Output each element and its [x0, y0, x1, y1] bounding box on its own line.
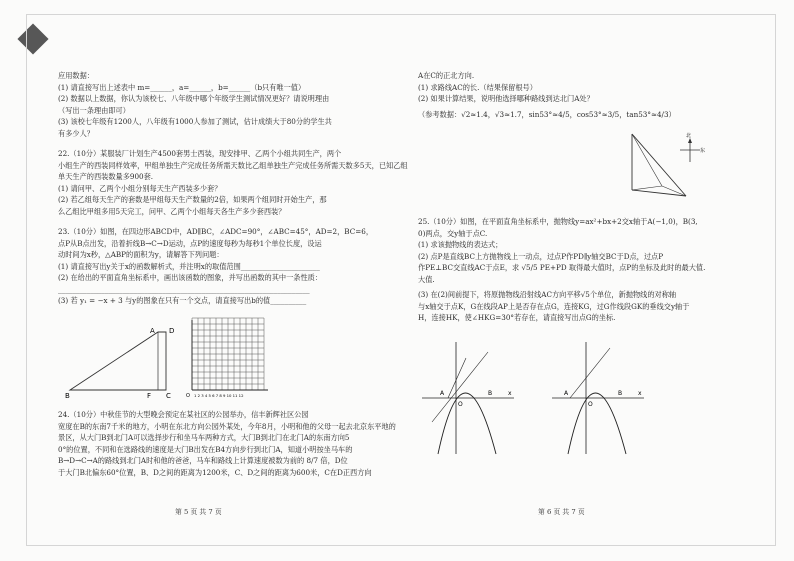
- question-24: 宽度在B的东南7千米的地方，小明在东北方向公园外某处，今年8月，小明和他的父母一起去北京东平地的: [58, 421, 396, 431]
- question-part: 作PE⊥BC交直线AC于点E，求 √5/5 PE+PD 取得最大值时，点P的坐标及此时的最大值.: [418, 263, 706, 272]
- question-24-cont: A在C的正北方向.: [418, 71, 475, 80]
- route-figure: [622, 128, 712, 208]
- vertex-label: F: [147, 392, 152, 400]
- vertex-label: B: [65, 392, 70, 400]
- axis-label: x: [638, 390, 642, 397]
- point-label: O: [588, 401, 593, 408]
- point-label: O: [458, 401, 463, 408]
- left-page-column-lower: [58, 409, 396, 478]
- page-number: 第 5 页 共 7 页: [175, 508, 222, 516]
- question-part: (1) 请直接写出y关于x的函数解析式，并注明x的取值范围______________________: [58, 261, 320, 271]
- parabola-figure-2: [548, 338, 648, 458]
- question-23: 动时间为x秒，△ABP的面积为y，请解答下列问题：: [58, 250, 224, 259]
- question-24: 0°的位置，不同和在选路线的速度是大门B出发在B4方向步行到北门A，知道小明按坐马车的: [58, 444, 353, 454]
- question-22: 22.（10分）某服装厂计划生产4500套男士西装，现安排甲、乙两个小组共同生产，两个: [58, 149, 342, 158]
- question-part: (1) 求该抛物线的表达式；: [418, 240, 503, 249]
- point-label: A: [440, 390, 445, 397]
- question-24: 景区，从大门B到北门A可以选择步行和坐马车两种方式，大门B到北门在北门A的东南方向5: [58, 433, 350, 442]
- question-part: (3) 若 y₁ = −x + 3 与y的图象在只有一个交点，请直接写出b的值__________: [58, 296, 307, 305]
- question-part: (1) 求路线AC的长.（结果保留根号）: [418, 82, 537, 92]
- question-part: (3) 在(2)间前提下，将原抛物线沿射线AC方向平移√5个单位，新抛物线的对称轴: [418, 290, 677, 299]
- point-label: B: [618, 390, 623, 397]
- origin-label: O: [186, 393, 190, 399]
- question-part: ______________________________________________________________________: [58, 284, 310, 294]
- question-23: 23.（10分）如图，在四边形ABCD中，AD∥BC，∠ADC=90°，∠ABC=45°，AD=2，BC=6，: [58, 227, 374, 236]
- page-number: 第 6 页 共 7 页: [538, 508, 585, 516]
- question-part: (2) 若乙组每天生产的套数是甲组每天生产数量的2倍，如果两个组同时开始生产，那: [58, 195, 327, 204]
- question-part: (2) 数据以上数据，你认为该校七、八年级中哪个年级学生测试情况更好？请说明理由: [58, 94, 330, 103]
- question-22: 单天生产的西装数量多900套.: [58, 172, 154, 181]
- question-part: (2) 在给出的平面直角坐标系中，画出该函数的图象，并写出函数的其中一条性质：: [58, 273, 323, 282]
- compass-north-label: 北: [686, 133, 692, 139]
- vertex-label: C: [166, 392, 171, 400]
- parabola-figure-1: [418, 338, 518, 458]
- question-23: 点P从B点出发，沿着折线B→C→D运动，点P的速度每秒为每秒1个单位长度，设运: [58, 238, 322, 248]
- vertex-label: A: [150, 327, 155, 335]
- right-page-column-q25: [418, 216, 748, 324]
- point-label: A: [564, 390, 569, 397]
- question-24: 于大门B北偏东60°位置，B、D之间的距离为1200米，C、D之间的距离为600米，C在D正西方向: [58, 467, 372, 477]
- question-part: 大值.: [418, 274, 435, 284]
- coordinate-grid: [186, 316, 270, 400]
- axis-tick-labels: 1 2 3 4 5 6 7 8 9 10 11 12: [194, 393, 244, 398]
- vertex-label: D: [169, 327, 175, 335]
- question-part: 有多少人？: [58, 128, 94, 138]
- axis-label: x: [508, 390, 512, 397]
- question-part: 么乙组比甲组多用5天完工，问甲、乙两个小组每天各生产多少套西装？: [58, 206, 286, 216]
- section-header: 应用数据：: [58, 71, 94, 80]
- question-part: (1) 请直接写出上述表中 m=______，a=______，b=______（b只有唯一值）: [58, 82, 306, 92]
- quadrilateral-figure: [62, 324, 182, 400]
- left-page-column: [58, 70, 408, 307]
- question-part: 与x轴交于点K，G在线段AP上是否存在点G，连接KG，过G作线段GK的垂线交y轴于: [418, 301, 690, 311]
- question-part: （写出一条理由即可）: [58, 105, 130, 115]
- question-24: 24.（10分）中秋佳节的大型晚会预定在某社区的公园举办，信丰新辉社区公园: [58, 410, 309, 419]
- question-part: H，连接HK，使∠HKG=30°若存在，请直接写出点G的坐标.: [418, 313, 616, 322]
- right-page-column: [418, 70, 748, 120]
- reference-data: （参考数据：√2≈1.4，√3≈1.7，sin53°≈4/5，cos53°≈3/5，tan53°≈4/3）: [418, 109, 676, 119]
- question-22: 小组生产的西装同样效率，甲组单独生产完成任务所需天数比乙组单独生产完成任务所需天数多5天，已知乙组: [58, 160, 408, 170]
- question-part: (2) 如果计算结果，说明他选择哪种路线到达北门A处？: [418, 94, 594, 103]
- question-part: (2) 点P是直线BC上方抛物线上一动点，过点P作PD∥y轴交BC于D点，过点P: [418, 251, 664, 261]
- question-25: 25.（10分）如图，在平面直角坐标系中，抛物线y=ax²+bx+2交x轴于A(−1,0)，B(3,: [418, 217, 698, 226]
- question-25: 0)两点，交y轴于点C.: [418, 228, 488, 238]
- point-label: B: [488, 390, 493, 397]
- question-24: B→D→C→A的路线到北门A时和他的爸爸，马车和路线上计算速度被数为前的 8/7 倍，D位: [58, 456, 348, 465]
- question-part: (3) 该校七年级有1200人，八年级有1000人参加了测试，估计成绩大于80分的学生共: [58, 117, 332, 126]
- compass-east-label: 东: [700, 148, 706, 154]
- question-part: (1) 请问甲、乙两个小组分别每天生产西装多少套？: [58, 183, 222, 193]
